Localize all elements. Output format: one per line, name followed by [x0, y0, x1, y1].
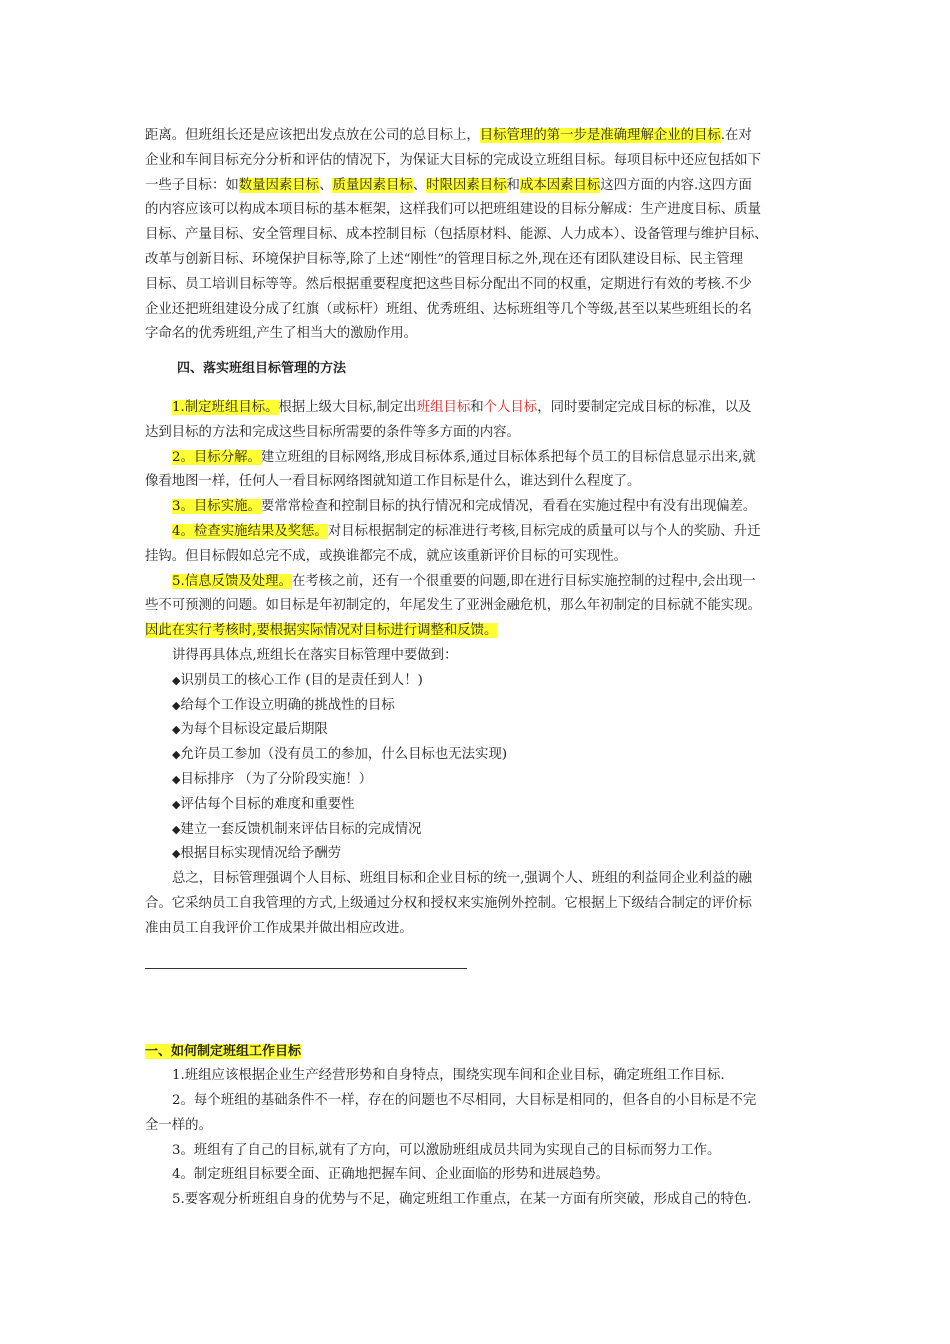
method-text: 根据上级大目标,制定出	[278, 399, 417, 415]
section-heading-highlight: 一、如何制定班组工作目标	[145, 1043, 302, 1059]
intro-text: .在对	[720, 128, 752, 143]
method-line: 像看地图一样，任何人一看目标网络图就知道工作目标是什么，谁达到什么程度了。	[145, 474, 641, 490]
intro-text: 这四方面的内容.这四方面	[600, 177, 752, 193]
diamond-bullet-icon: ◆	[172, 698, 181, 712]
bullet-text: 识别员工的核心工作 (目的是责任到人！)	[180, 672, 423, 688]
diamond-bullet-icon: ◆	[172, 673, 181, 687]
bullet-item	[145, 842, 825, 867]
method-item	[145, 446, 825, 471]
intro-text: 距离。但班组长还是应该把出发点放在公司的总目标上，	[145, 128, 480, 143]
bullet-text: 评估每个目标的难度和重要性	[180, 796, 355, 812]
bullet-item	[145, 768, 825, 793]
method-text: 在考核之前，还有一个很重要的问题,即在进行目标实施控制的过程中,会出现一	[291, 573, 756, 589]
bullet-text: 建立一套反馈机制来评估目标的完成情况	[180, 821, 422, 837]
red-term: 班组目标	[416, 399, 471, 415]
red-term: 个人目标	[483, 399, 538, 415]
method-label: 2。目标分解。	[172, 449, 261, 465]
diamond-bullet-icon: ◆	[172, 847, 181, 861]
intro-line: 目标、产量目标、安全管理目标、成本控制目标（包括原材料、能源、人力成本）、设备管理与维护目标、	[145, 227, 768, 243]
intro-highlight: 目标管理的第一步是准确理解企业的目标	[479, 128, 721, 143]
method-line: 些不可预测的问题。如目标是年初制定的，年尾发生了亚洲金融危机，那么年初制定的目标就不能实现。	[145, 598, 761, 614]
method-item	[145, 396, 825, 421]
summary-line: 总之，目标管理强调个人目标、班组目标和企业目标的统一,强调个人、班组的利益同企业利益的融	[172, 871, 753, 887]
bullet-item	[145, 743, 825, 768]
separator-area	[145, 968, 825, 1014]
summary-line: 合。它采纳员工自我管理的方式,上级通过分权和授权来实施例外控制。它根据上下级结合制定的评价标	[145, 895, 752, 911]
intro-text: 和	[506, 177, 520, 193]
intro-line: 改革与创新目标、环境保护目标等,除了上述“刚性”的管理目标之外,现在还有团队建设目标、民主管理	[145, 251, 743, 267]
intro-highlight: 质量因素目标	[332, 177, 413, 193]
method-text: ，同时要制定完成目标的标准，以及	[537, 399, 752, 415]
section-heading: 四、落实班组目标管理的方法	[177, 361, 347, 377]
bullet-text: 给每个工作设立明确的挑战性的目标	[180, 697, 395, 713]
intro-line: 企业和车间目标充分分析和评估的情况下，为保证大目标的完成设立班组目标。每项目标中还应包括如下	[145, 152, 761, 168]
diamond-bullet-icon: ◆	[172, 822, 181, 836]
method-text: 和	[470, 399, 484, 415]
horizontal-rule	[145, 968, 467, 969]
item-line: 4。制定班组目标要全面、正确地把握车间、企业面临的形势和进展趋势。	[172, 1167, 610, 1183]
method-text: 对目标根据制定的标准进行考核,目标完成的质量可以与个人的奖励、升迁	[327, 523, 761, 539]
bullet-text: 为每个目标设定最后期限	[180, 722, 328, 738]
diamond-bullet-icon: ◆	[172, 797, 181, 811]
method-item	[145, 570, 825, 595]
method-label: 4。检查实施结果及奖惩。	[172, 523, 328, 539]
method-line: 挂钩。但目标假如总完不成，或换谁都完不成，就应该重新评价目标的可实现性。	[145, 548, 628, 564]
bullet-item	[145, 694, 825, 719]
item-line: 1.班组应该根据企业生产经营形势和自身特点，围绕实现车间和企业目标，确定班组工作目标.	[172, 1068, 725, 1084]
lead-text: 讲得再具体点,班组长在落实目标管理中要做到：	[172, 647, 458, 663]
item-line: 5.要客观分析班组自身的优势与不足，确定班组工作重点，在某一方面有所突破，形成自己的特色.	[172, 1192, 752, 1208]
bullet-item	[145, 669, 825, 694]
intro-line: 企业还把班组建设分成了红旗（或标杆）班组、优秀班组、达标班组等几个等级,甚至以某些班组长的名	[145, 301, 752, 317]
diamond-bullet-icon: ◆	[172, 748, 181, 762]
method-line: 达到目标的方法和完成这些目标所需要的条件等多方面的内容。	[145, 424, 520, 440]
intro-line: 的内容应该可以构成本项目标的基本框架，这样我们可以把班组建设的目标分解成：生产进度目标、质量	[145, 202, 761, 218]
bullet-text: 目标排序 （为了分阶段实施！）	[180, 771, 373, 787]
document-page	[145, 124, 825, 1213]
item-line: 2。每个班组的基础条件不一样，存在的问题也不尽相同，大目标是相同的，但各自的小目标是不完	[172, 1093, 757, 1109]
diamond-bullet-icon: ◆	[172, 772, 181, 786]
section-heading	[145, 1040, 825, 1065]
diamond-bullet-icon: ◆	[172, 723, 181, 737]
intro-highlight: 数量因素目标	[238, 177, 320, 193]
intro-text: 一些子目标：如	[145, 177, 239, 193]
intro-highlight: 时限因素目标	[426, 177, 507, 193]
intro-line: 字命名的优秀班组,产生了相当大的激励作用。	[145, 326, 418, 342]
method-item	[145, 520, 825, 545]
bullet-item	[145, 818, 825, 843]
bullet-text: 允许员工参加（没有员工的参加，什么目标也无法实现)	[180, 747, 508, 763]
method-highlight: 因此在实行考核时,要根据实际情况对目标进行调整和反馈。	[145, 623, 498, 639]
method-line	[145, 619, 825, 644]
method-label: 5.信息反馈及处理。	[172, 573, 292, 589]
bullet-item	[145, 793, 825, 818]
method-label: 3。目标实施。	[172, 499, 261, 515]
intro-line	[145, 174, 825, 199]
bullet-text: 根据目标实现情况给予酬劳	[180, 846, 342, 862]
bullet-item	[145, 718, 825, 743]
method-text: 建立班组的目标网络,形成目标体系,通过目标体系把每个员工的目标信息显示出来,就	[260, 449, 756, 465]
summary-line: 准由员工自我评价工作成果并做出相应改进。	[145, 920, 413, 936]
intro-text: 、	[412, 177, 427, 193]
method-item	[145, 495, 825, 520]
method-label: 1.制定班组目标。	[172, 399, 279, 415]
intro-text: 、	[319, 177, 333, 193]
intro-line	[145, 124, 825, 149]
intro-line: 目标、员工培训目标等等。然后根据重要程度把这些目标分配出不同的权重，定期进行有效的考核.不少	[145, 276, 752, 292]
intro-highlight: 成本因素目标	[519, 177, 601, 193]
item-line: 3。班组有了自己的目标,就有了方向，可以激励班组成员共同为实现自己的目标而努力工作。	[172, 1142, 721, 1158]
method-text: 要常常检查和控制目标的执行情况和完成情况，看看在实施过程中有没有出现偏差。	[260, 499, 757, 515]
item-line: 全一样的。	[145, 1117, 212, 1133]
